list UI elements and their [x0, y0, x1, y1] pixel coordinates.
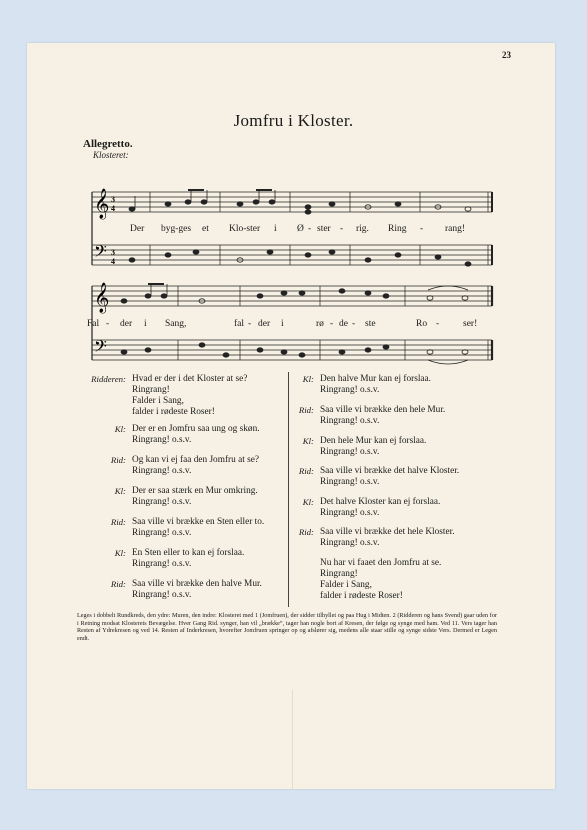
game-instructions-footnote: Leges i dobbelt Rundkreds, den ydre: Muren, den indre: Klosteret med 1 (Jomfruen), der sidder tilhyllet og paa Hug i Midten. 2 (Ridderen og hans Svend) gaar uden for i Retning modsat Klosterets Bevægelse. Hver Gang Rid. synger, han vil „brække“, tager han nogle bort af Kresen, der følge og synge med ham. Ved 11. Vers tager han Resten af Ydrekresen og ved 14. Resten af Inderkresen, hvorefter Jomfruen springer op og afslører sig, medens alle staar stille og synge sidste Vers. Dermed er Legen endt. — [77, 612, 497, 642]
verse-line: Saa ville vi brække en Sten eller to. — [132, 517, 265, 527]
speaker-label: Kl: — [114, 424, 126, 434]
lyric-syllable: Ø — [297, 224, 304, 234]
svg-text:𝄞: 𝄞 — [94, 283, 110, 313]
verse-line: En Sten eller to kan ej forslaa. — [132, 548, 245, 558]
svg-text:3: 3 — [111, 195, 115, 204]
lyric-syllable: - — [330, 319, 334, 329]
verse-line: Ringrang! o.s.v. — [320, 385, 380, 395]
verse-line: Ringrang! o.s.v. — [132, 590, 192, 600]
speaker-label: Rid: — [110, 455, 126, 465]
lyric-syllable: de — [339, 319, 348, 329]
lyric-syllable: - — [340, 224, 344, 234]
verse-line: Saa ville vi brække den halve Mur. — [132, 579, 262, 589]
verse-line: Ringrang! o.s.v. — [320, 477, 380, 487]
verse-line: Ringrang! o.s.v. — [320, 508, 380, 518]
lyric-syllable: Ring — [388, 224, 407, 234]
verse-line: Den hele Mur kan ej forslaa. — [320, 436, 427, 446]
verse-line: Saa ville vi brække det halve Kloster. — [320, 466, 460, 476]
speaker-label: Ridderen: — [91, 374, 126, 384]
verse-line: Der er en Jomfru saa ung og skøn. — [132, 424, 260, 434]
verse-line: Ringrang! o.s.v. — [132, 466, 192, 476]
speaker-label: Kl: — [114, 548, 126, 558]
page-number: 23 — [502, 50, 511, 60]
lyric-syllable: byg-ges — [161, 224, 192, 234]
lyric-syllable: - — [352, 319, 356, 329]
verse-line: Ringrang! o.s.v. — [132, 497, 192, 507]
lyric-syllable: - — [248, 319, 252, 329]
voice-label: Klosteret: — [93, 150, 129, 160]
lyric-syllable: Ro — [416, 319, 428, 329]
speaker-label: Rid: — [298, 527, 314, 537]
svg-text:𝄢: 𝄢 — [94, 336, 107, 360]
page-fold-line — [292, 690, 293, 790]
song-title: Jomfru i Kloster. — [233, 111, 354, 130]
verse-line: Ringrang! o.s.v. — [132, 559, 192, 569]
lyric-syllable: der — [120, 319, 133, 329]
lyric-syllable: Sang, — [165, 319, 187, 329]
lyric-syllable: ste — [365, 319, 376, 329]
speaker-label: Rid: — [298, 405, 314, 415]
lyric-syllable: et — [202, 224, 209, 234]
lyric-syllable: Der — [130, 224, 145, 234]
verse-line: Saa ville vi brække det hele Kloster. — [320, 527, 455, 537]
svg-text:3: 3 — [111, 248, 115, 257]
speaker-label: Kl: — [114, 486, 126, 496]
lyric-syllable: - — [420, 224, 424, 234]
speaker-label: Rid: — [110, 517, 126, 527]
lyric-syllable: - — [106, 319, 110, 329]
verse-line: Ringrang! — [320, 569, 358, 579]
verse-line: Ringrang! — [132, 385, 170, 395]
verse-line: Ringrang! o.s.v. — [320, 416, 380, 426]
lyric-syllable: Fal — [87, 319, 100, 329]
verse-line: Ringrang! o.s.v. — [320, 538, 380, 548]
svg-text:𝄢: 𝄢 — [94, 241, 107, 265]
verse-line: Der er saa stærk en Mur omkring. — [132, 486, 258, 496]
lyric-syllable: i — [281, 319, 284, 329]
lyric-syllable: i — [144, 319, 147, 329]
lyric-syllable: - — [308, 224, 312, 234]
verse-line: falder i rødeste Roser! — [132, 407, 215, 417]
lyric-syllable: ser! — [463, 319, 478, 329]
svg-text:4: 4 — [111, 257, 115, 266]
verse-line: Ringrang! o.s.v. — [320, 447, 380, 457]
svg-text:𝄞: 𝄞 — [94, 189, 110, 219]
verse-line: Ringrang! o.s.v. — [132, 528, 192, 538]
verse-line: Det halve Kloster kan ej forslaa. — [320, 497, 441, 507]
lyric-syllable: i — [274, 224, 277, 234]
lyric-syllable: Klo-ster — [229, 224, 261, 234]
svg-text:4: 4 — [111, 204, 115, 213]
lyric-syllable: ster — [317, 224, 331, 234]
lyric-syllable: - — [436, 319, 440, 329]
speaker-label: Rid: — [110, 579, 126, 589]
verse-line: Falder i Sang, — [320, 580, 372, 590]
verse-line: Og kan vi ej faa den Jomfru at se? — [132, 455, 260, 465]
verse-line: Ringrang! o.s.v. — [132, 435, 192, 445]
verse-line: Den halve Mur kan ej forslaa. — [320, 374, 432, 384]
lyric-syllable: rang! — [445, 224, 466, 234]
speaker-label: Kl: — [302, 497, 314, 507]
verse-line: Nu har vi faaet den Jomfru at se. — [320, 558, 442, 568]
verse-line: Falder i Sang, — [132, 396, 184, 406]
lyric-syllable: rig. — [356, 224, 369, 234]
speaker-label: Rid: — [298, 466, 314, 476]
tempo-marking: Allegretto. — [83, 138, 133, 150]
speaker-label: Kl: — [302, 374, 314, 384]
lyric-syllable: rø — [316, 319, 324, 329]
lyric-syllable: fal — [234, 319, 245, 329]
lyric-syllable: der — [258, 319, 271, 329]
verse-line: falder i rødeste Roser! — [320, 591, 403, 601]
music-system-1 — [80, 160, 500, 280]
speaker-label: Kl: — [302, 436, 314, 446]
verse-line: Hvad er der i det Kloster at se? — [132, 374, 248, 384]
verse-line: Saa ville vi brække den hele Mur. — [320, 405, 446, 415]
